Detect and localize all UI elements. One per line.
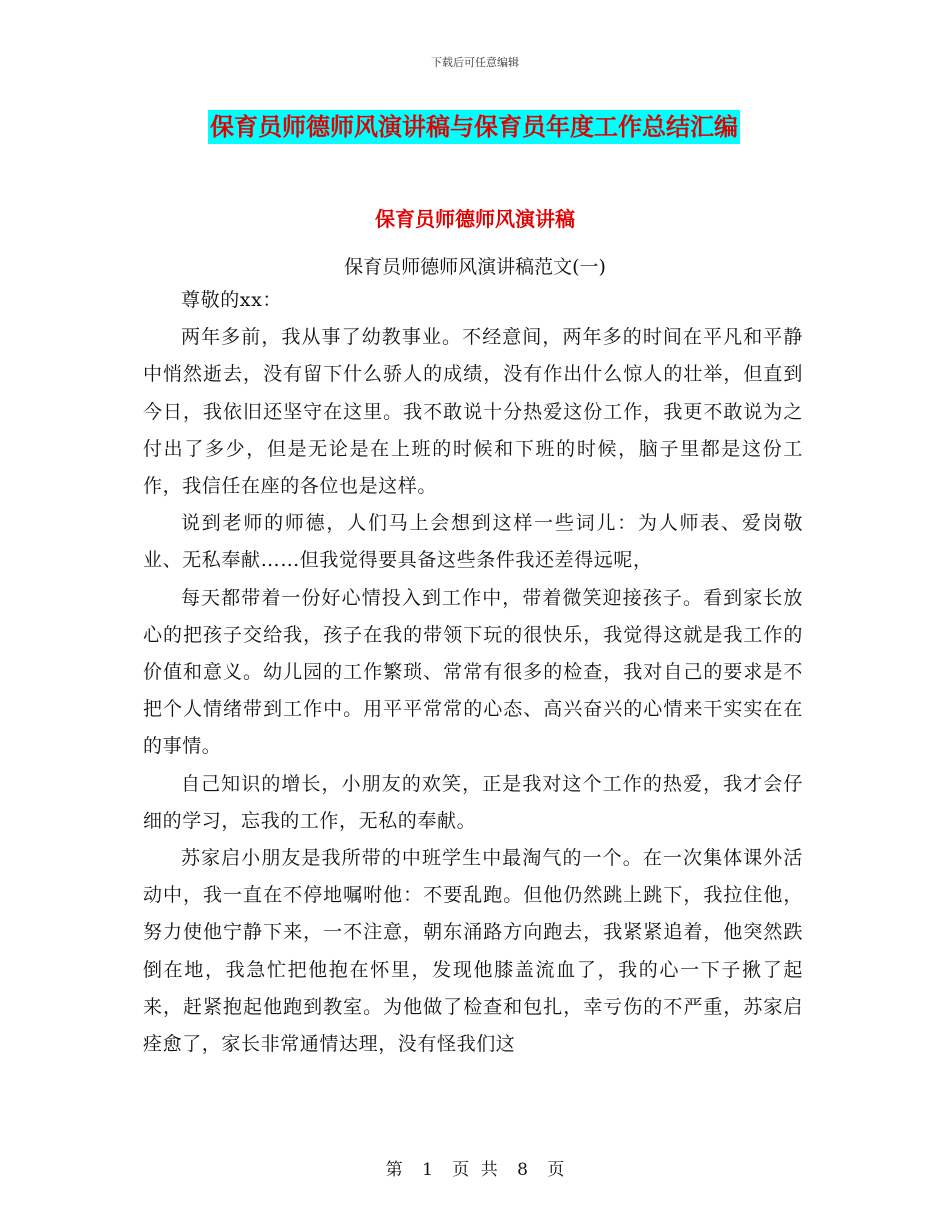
header-note: 下载后可任意编辑	[431, 56, 519, 69]
footer-prefix: 第	[385, 1160, 403, 1180]
paragraph: 自己知识的增长，小朋友的欢笑，正是我对这个工作的热爱，我才会仔细的学习，忘我的工作，无私的奉献。	[143, 772, 803, 832]
footer-middle: 页 共	[452, 1160, 498, 1180]
paragraph: 每天都带着一份好心情投入到工作中，带着微笑迎接孩子。看到家长放心的把孩子交给我，孩子在我的带领下玩的很快乐，我觉得这就是我工作的价值和意义。幼儿园的工作繁琐、常常有很多的检查，我对自己的要求是不把个人情绪带到工作中。用平平常常的心态、高兴奋兴的心情来干实实在在的事情。	[143, 586, 803, 758]
page-footer	[0, 1155, 950, 1180]
paragraph-salutation: 尊敬的xx：	[181, 289, 283, 311]
footer-suffix: 页	[547, 1160, 565, 1180]
subtitle: 保育员师德师风演讲稿范文(一)	[344, 256, 606, 278]
section-title: 保育员师德师风演讲稿	[375, 207, 575, 231]
footer-total-pages: 8	[517, 1160, 528, 1180]
footer-page-number: 1	[422, 1160, 433, 1180]
paragraph: 苏家启小朋友是我所带的中班学生中最淘气的一个。在一次集体课外活动中，我一直在不停地嘱咐他：不要乱跑。但他仍然跳上跳下，我拉住他，努力使他宁静下来，一不注意，朝东涌路方向跑去，我紧紧追着，他突然跌倒在地，我急忙把他抱在怀里，发现他膝盖流血了，我的心一下子揪了起来，赶紧抱起他跑到教室。为他做了检查和包扎，幸亏伤的不严重，苏家启痊愈了，家长非常通情达理，没有怪我们这	[143, 847, 803, 1056]
document-title: 保育员师德师风演讲稿与保育员年度工作总结汇编	[208, 110, 740, 144]
paragraph: 两年多前，我从事了幼教事业。不经意间，两年多的时间在平凡和平静中悄然逝去，没有留下什么骄人的成绩，没有作出什么惊人的壮举，但直到今日，我依旧还坚守在这里。我不敢说十分热爱这份工作，我更不敢说为之付出了多少，但是无论是在上班的时候和下班的时候，脑子里都是这份工作，我信任在座的各位也是这样。	[143, 326, 803, 498]
body-text	[143, 282, 803, 1063]
paragraph: 说到老师的师德，人们马上会想到这样一些词儿：为人师表、爱岗敬业、无私奉献……但我觉得要具备这些条件我还差得远呢，	[143, 512, 803, 572]
